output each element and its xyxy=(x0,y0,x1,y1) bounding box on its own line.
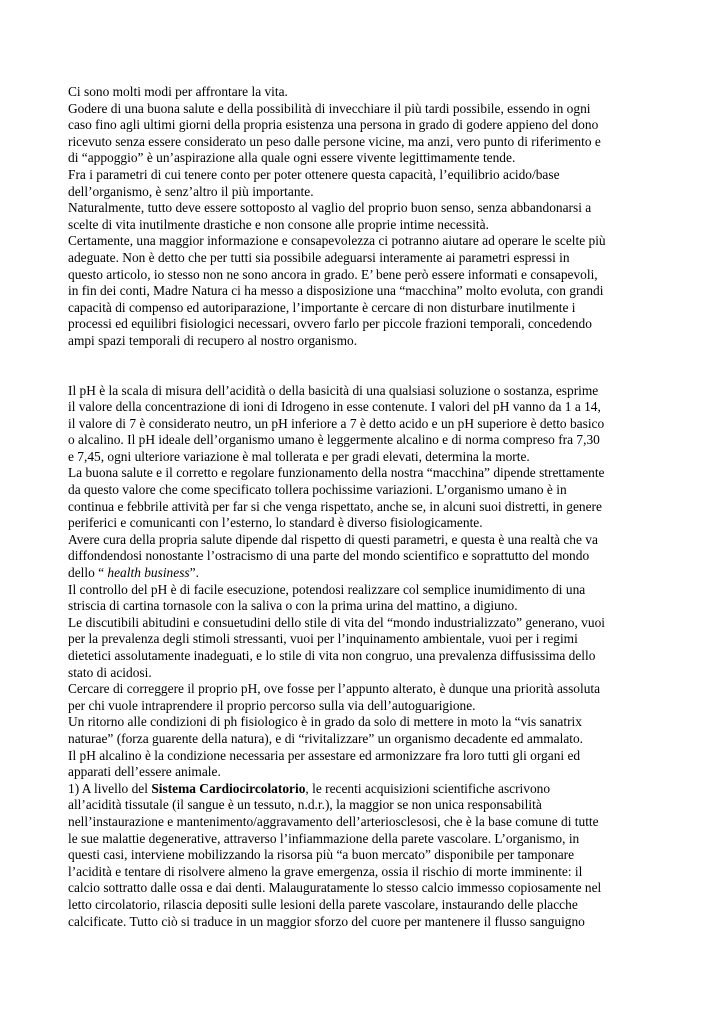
text-line: scelte di vita inutilmente drastiche e non consone alle proprie intime necessità. xyxy=(68,216,489,232)
text-line-health-business xyxy=(68,565,660,582)
text-segment: , le recenti acquisizioni scientifiche ascrivono xyxy=(305,780,551,796)
text-line: di “appoggio” è un’aspirazione alla quale ogni essere vivente legittimamente tende. xyxy=(68,150,516,166)
text-line: adeguate. Non è detto che per tutti sia possibile adeguarsi interamente ai parametri espressi in xyxy=(68,249,570,265)
text-line: letto circolatorio, rilascia depositi sulle lesioni della parete vascolare, instaurando delle placche xyxy=(68,896,578,912)
text-line: Il pH alcalino è la condizione necessaria per assestare ed armonizzare fra loro tutti gli organi ed xyxy=(68,747,581,763)
bold-phrase: Sistema Cardiocircolatorio xyxy=(151,780,306,796)
document-page xyxy=(68,84,660,930)
text-line: Un ritorno alle condizioni di ph fisiologico è in grado da solo di mettere in moto la “vis sanatrix xyxy=(68,714,582,730)
text-line: questi casi, interviene mobilizzando la risorsa più “a buon mercato” disponibile per tamponare xyxy=(68,847,575,863)
text-line: questo articolo, io stesso non ne sono ancora in grado. E’ bene però essere informati e consapevoli, xyxy=(68,266,598,282)
text-line: Le discutibili abitudini e consuetudini dello stile di vita del “mondo industrializzato” generano, vuoi xyxy=(68,614,605,630)
text-line: stato di acidosi. xyxy=(68,664,152,680)
text-line: dietetici assolutamente inadeguati, e lo stile di vita non congruo, una prevalenza diffusissima dello xyxy=(68,648,596,663)
section-intro xyxy=(68,84,660,350)
text-line: in fin dei conti, Madre Natura ci ha messo a disposizione una “macchina” molto evoluta, con grandi xyxy=(68,283,604,299)
text-line: caso fino agli ultimi giorni della propria esistenza una persona in grado di godere appieno del dono xyxy=(68,117,599,133)
text-line: nell’instaurazione e mantenimento/aggravamento dell’arteriosclesosi, che è la base comune di tutte xyxy=(68,813,599,829)
text-line: La buona salute e il corretto e regolare funzionamento della nostra “macchina” dipende strettamente xyxy=(68,465,605,481)
text-line: e 7,45, ogni ulteriore variazione è mal tollerata e per gradi elevati, determina la morte. xyxy=(68,448,530,464)
text-line: Certamente, una maggior informazione e consapevolezza ci potranno aiutare ad operare le scelte più xyxy=(68,233,606,249)
text-line: dell’organismo, è senz’altro il più importante. xyxy=(68,183,314,199)
text-segment: 1) A livello del xyxy=(68,780,152,796)
text-line: Fra i parametri di cui tenere conto per poter ottenere questa capacità, l’equilibrio acido/base xyxy=(68,166,560,182)
text-line: processi ed equilibri fisiologici necessari, ovvero farlo per piccole frazioni temporali, concedendo xyxy=(68,316,592,332)
text-line: Il controllo del pH è di facile esecuzione, potendosi realizzare col semplice inumidimento di una xyxy=(68,581,586,597)
text-line: per chi vuole intraprendere il proprio percorso sulla via dell’autoguarigione. xyxy=(68,697,476,713)
text-line: Godere di una buona salute e della possibilità di invecchiare il più tardi possibile, essendo in ogni xyxy=(68,100,591,116)
text-line: periferici e comunicanti con l’esterno, lo standard è diverso fisiologicamente. xyxy=(68,515,483,531)
text-line: da questo valore che come specificato tollera pochissime variazioni. L’organismo umano è in xyxy=(68,482,567,498)
text-line: diffondendosi nonostante l’ostracismo di una parte del mondo scientifico e soprattutto del mondo xyxy=(68,548,590,564)
text-segment: ”. xyxy=(189,565,199,581)
text-line: Il pH è la scala di misura dell’acidità o della basicità di una qualsiasi soluzione o sostanza, esprime xyxy=(68,382,599,398)
text-segment: dello “ xyxy=(68,565,108,581)
text-line: calcificate. Tutto ciò si traduce in un maggior sforzo del cuore per mantenere il flusso sanguigno xyxy=(68,913,585,929)
text-line: all’acidità tissutale (il sangue è un tessuto, n.d.r.), la maggior se non unica responsabilità xyxy=(68,797,542,813)
text-line: naturae” (forza guarente della natura), e di “rivitalizzare” un organismo decadente ed ammalato. xyxy=(68,730,584,746)
text-line: Ci sono molti modi per affrontare la vita. xyxy=(68,84,288,99)
text-line: Avere cura della propria salute dipende dal rispetto di questi parametri, e questa è una realtà che va xyxy=(68,531,598,547)
text-line: Naturalmente, tutto deve essere sottoposto al vaglio del proprio buon senso, senza abbandonarsi a xyxy=(68,200,592,216)
paragraph-gap xyxy=(68,350,660,383)
text-line: per la prevalenza degli stimoli stressanti, vuoi per l’inquinamento ambientale, vuoi per i regimi xyxy=(68,631,578,647)
text-line: ampi spazi temporali di recupero al nostro organismo. xyxy=(68,332,358,348)
text-line: continua e febbrile attività per far si che venga rispettato, anche se, in alcuni suoi distretti, in genere xyxy=(68,498,602,514)
text-line: il valore della concentrazione di ioni di Idrogeno in esse contenute. I valori del pH vanno da 1 a 14, xyxy=(68,399,601,415)
text-line: le sue malattie degenerative, attraverso l’infiammazione della parete vascolare. L’organismo, in xyxy=(68,830,580,846)
section-ph xyxy=(68,383,660,931)
text-line: capacità di compenso ed autoriparazione, l’importante è cercare di non disturbare inutilmente i xyxy=(68,299,576,315)
text-line: calcio sottratto dalle ossa e dai denti. Malauguratamente lo stesso calcio immesso copiosamente nel xyxy=(68,880,602,896)
text-line: il valore di 7 è considerato neutro, un pH inferiore a 7 è detto acido e un pH superiore è detto basico xyxy=(68,415,605,431)
text-line: ricevuto senza essere considerato un peso dalle persone vicine, ma anzi, vero punto di riferimento e xyxy=(68,133,601,149)
text-line: Cercare di correggere il proprio pH, ove fosse per l’appunto alterato, è dunque una priorità assoluta xyxy=(68,681,601,697)
text-line-cardio-heading xyxy=(68,781,660,798)
text-line: apparati dell’essere animale. xyxy=(68,764,221,780)
text-line: striscia di cartina tornasole con la saliva o con la prima urina del mattino, a digiuno. xyxy=(68,598,518,614)
text-line: o alcalino. Il pH ideale dell’organismo umano è leggermente alcalino e di norma compreso fra 7,30 xyxy=(68,432,600,448)
text-line: l’acidità e tentare di risolvere almeno la grave emergenza, ossia il rischio di morte imminente: il xyxy=(68,863,583,879)
italic-phrase: health business xyxy=(107,565,190,581)
